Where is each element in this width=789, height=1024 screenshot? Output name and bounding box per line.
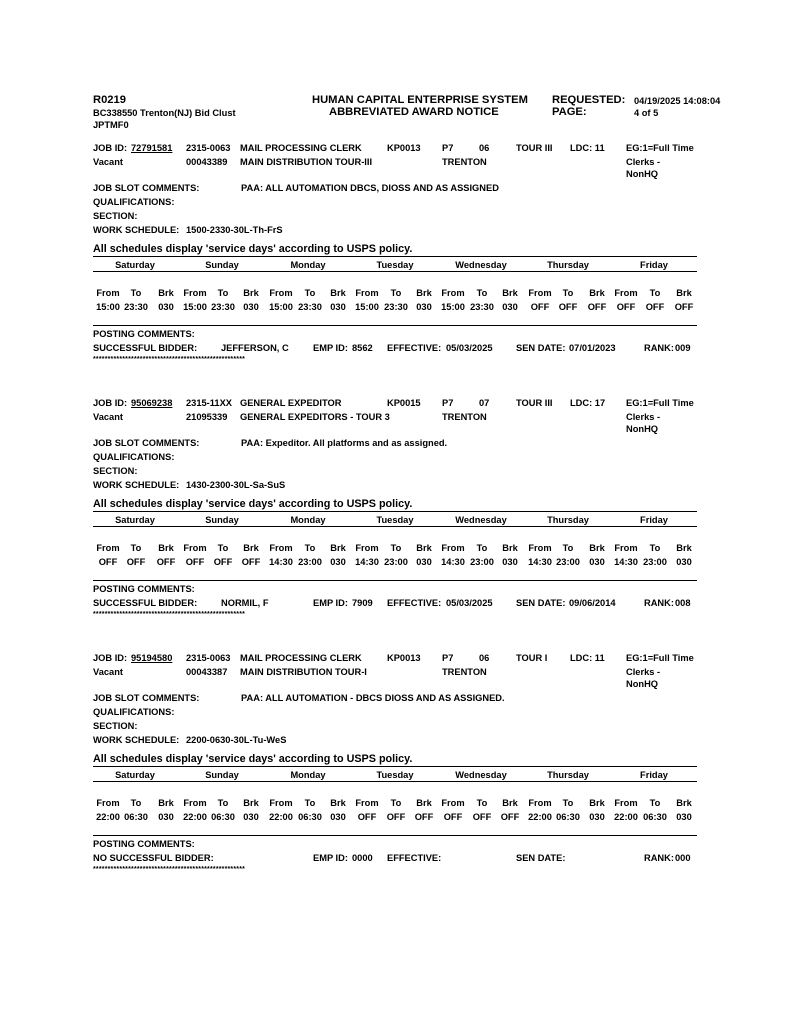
- step: 06: [479, 143, 490, 153]
- emp-id-value: 7909: [352, 598, 373, 608]
- separator-stars: ****************************************************: [93, 611, 246, 618]
- emp-id-label: EMP ID:: [313, 343, 348, 353]
- schedule-table-bottom-rule: [93, 835, 697, 836]
- policy-note: All schedules display 'service days' according to USPS policy.: [93, 753, 413, 765]
- subcol-header: From: [355, 288, 379, 298]
- system-title: HUMAN CAPITAL ENTERPRISE SYSTEM: [312, 94, 528, 106]
- schedule-cell: OFF: [185, 557, 205, 567]
- subcol-header: From: [183, 543, 207, 553]
- subcol-header: From: [96, 543, 120, 553]
- subcol-header: To: [217, 543, 229, 553]
- job-id-link[interactable]: 95069238: [131, 398, 173, 408]
- vacancy-status: Vacant: [93, 157, 123, 167]
- employee-group-line3: NonHQ: [626, 679, 659, 689]
- day-header-rule: [93, 271, 697, 272]
- schedule-cell: 030: [676, 557, 692, 567]
- subcol-header: To: [304, 288, 316, 298]
- subcol-header: From: [528, 543, 552, 553]
- rank-label: RANK:: [644, 343, 674, 353]
- schedule-cell: 22:00: [96, 812, 120, 822]
- job-slot-comments: PAA: ALL AUTOMATION - DBCS DIOSS AND AS ASSIGNED.: [241, 693, 505, 703]
- subcol-header: To: [476, 543, 488, 553]
- job-title: MAIL PROCESSING CLERK: [240, 143, 362, 153]
- schedule-cell: 030: [502, 557, 518, 567]
- vacancy-status: Vacant: [93, 412, 123, 422]
- subcol-header: Brk: [589, 288, 605, 298]
- schedule-cell: OFF: [414, 812, 434, 822]
- subcol-header: Brk: [416, 288, 432, 298]
- schedule-cell: 030: [158, 302, 174, 312]
- employee-group-line2: Clerks -: [626, 157, 661, 167]
- subcol-header: To: [304, 543, 316, 553]
- rank-label: RANK:: [644, 598, 674, 608]
- subcol-header: From: [269, 798, 293, 808]
- subcol-header: Brk: [158, 288, 174, 298]
- day-header-saturday: Saturday: [115, 515, 155, 525]
- schedule-cell: OFF: [156, 557, 176, 567]
- subcol-header: Brk: [676, 288, 692, 298]
- effective-value: 05/03/2025: [446, 598, 493, 608]
- location: TRENTON: [442, 412, 487, 422]
- location: TRENTON: [442, 157, 487, 167]
- employee-group-line2: Clerks -: [626, 667, 661, 677]
- subcol-header: To: [562, 543, 574, 553]
- bidder-label: SUCCESSFUL BIDDER:: [93, 343, 198, 353]
- page-value: 4 of 5: [634, 108, 659, 118]
- subcol-header: To: [217, 798, 229, 808]
- subcol-header: From: [96, 798, 120, 808]
- subcol-header: To: [130, 288, 142, 298]
- schedule-table-bottom-rule: [93, 580, 697, 581]
- sen-date-label: SEN DATE:: [516, 598, 566, 608]
- day-header-sunday: Sunday: [205, 770, 239, 780]
- kp-code: KP0013: [387, 653, 421, 663]
- work-schedule-code: 2200-0630-30L-Tu-WeS: [186, 735, 287, 745]
- occupation-code: 2315-0063: [186, 143, 231, 153]
- schedule-cell: OFF: [386, 812, 406, 822]
- subcol-header: From: [441, 288, 465, 298]
- kp-code: KP0013: [387, 143, 421, 153]
- schedule-cell: 23:00: [643, 557, 667, 567]
- rank-value: 008: [675, 598, 691, 608]
- subcol-header: Brk: [158, 798, 174, 808]
- emp-id-value: 8562: [352, 343, 373, 353]
- schedule-cell: 030: [330, 812, 346, 822]
- employee-group: EG:1=Full Time: [626, 653, 694, 663]
- schedule-cell: 06:30: [298, 812, 322, 822]
- schedule-cell: 14:30: [355, 557, 379, 567]
- schedule-cell: 030: [589, 812, 605, 822]
- subcol-header: To: [649, 543, 661, 553]
- schedule-cell: OFF: [472, 812, 492, 822]
- report-id: R0219: [93, 94, 126, 106]
- schedule-cell: 23:30: [384, 302, 408, 312]
- day-header-sunday: Sunday: [205, 260, 239, 270]
- effective-value: 05/03/2025: [446, 343, 493, 353]
- day-header-monday: Monday: [290, 770, 326, 780]
- schedule-cell: 22:00: [183, 812, 207, 822]
- sen-date-value: 07/01/2023: [569, 343, 616, 353]
- occupation-code: 2315-0063: [186, 653, 231, 663]
- schedule-cell: 14:30: [528, 557, 552, 567]
- job-id-label: JOB ID:: [93, 398, 128, 408]
- employee-group-line3: NonHQ: [626, 424, 659, 434]
- schedule-cell: 23:00: [298, 557, 322, 567]
- grade: P7: [442, 143, 454, 153]
- schedule-cell: 030: [330, 302, 346, 312]
- sen-date-value: 09/06/2014: [569, 598, 616, 608]
- subcol-header: To: [130, 798, 142, 808]
- subcol-header: To: [130, 543, 142, 553]
- schedule-cell: 22:00: [614, 812, 638, 822]
- posting-comments-label: POSTING COMMENTS:: [93, 839, 195, 849]
- subcol-header: From: [614, 798, 638, 808]
- subcol-header: To: [562, 798, 574, 808]
- job-slot-comments: PAA: ALL AUTOMATION DBCS, DIOSS AND AS ASSIGNED: [241, 183, 499, 193]
- schedule-table-top-rule: [93, 766, 697, 767]
- schedule-cell: 23:30: [470, 302, 494, 312]
- job-slot-comments-label: JOB SLOT COMMENTS:: [93, 693, 200, 703]
- job-id-link[interactable]: 95194580: [131, 653, 173, 663]
- job-id-link[interactable]: 72791581: [131, 143, 173, 153]
- schedule-cell: 06:30: [124, 812, 148, 822]
- subcol-header: From: [528, 798, 552, 808]
- ldc: LDC: 17: [570, 398, 606, 408]
- employee-group-line3: NonHQ: [626, 169, 659, 179]
- subcol-header: From: [441, 798, 465, 808]
- schedule-cell: 030: [158, 812, 174, 822]
- schedule-cell: OFF: [674, 302, 694, 312]
- location: TRENTON: [442, 667, 487, 677]
- occupation-code: 2315-11XX: [186, 398, 233, 408]
- day-header-rule: [93, 526, 697, 527]
- work-schedule-label: WORK SCHEDULE:: [93, 480, 180, 490]
- schedule-cell: 030: [243, 302, 259, 312]
- schedule-cell: 15:00: [183, 302, 207, 312]
- schedule-cell: OFF: [357, 812, 377, 822]
- position-number: 21095339: [186, 412, 228, 422]
- subcol-header: To: [304, 798, 316, 808]
- subcol-header: From: [441, 543, 465, 553]
- separator-stars: ****************************************************: [93, 866, 246, 873]
- day-header-tuesday: Tuesday: [376, 770, 414, 780]
- tour: TOUR III: [516, 143, 553, 153]
- subcol-header: To: [476, 798, 488, 808]
- ldc: LDC: 11: [570, 143, 605, 153]
- rank-value: 009: [675, 343, 691, 353]
- schedule-cell: 22:00: [528, 812, 552, 822]
- emp-id-label: EMP ID:: [313, 853, 348, 863]
- day-header-saturday: Saturday: [115, 260, 155, 270]
- schedule-cell: 22:00: [269, 812, 293, 822]
- subcol-header: From: [614, 288, 638, 298]
- schedule-cell: 030: [502, 302, 518, 312]
- notice-title: ABBREVIATED AWARD NOTICE: [329, 106, 499, 118]
- schedule-cell: 030: [243, 812, 259, 822]
- schedule-cell: 15:00: [269, 302, 293, 312]
- work-schedule-code: 1430-2300-30L-Sa-SuS: [186, 480, 286, 490]
- day-header-monday: Monday: [290, 515, 326, 525]
- subcol-header: From: [355, 798, 379, 808]
- subcol-header: Brk: [676, 798, 692, 808]
- bid-cluster: BC338550 Trenton(NJ) Bid Clust: [93, 108, 236, 118]
- posting-comments-label: POSTING COMMENTS:: [93, 329, 195, 339]
- employee-group: EG:1=Full Time: [626, 143, 694, 153]
- day-header-rule: [93, 781, 697, 782]
- tour: TOUR III: [516, 398, 553, 408]
- qualifications-label: QUALIFICATIONS:: [93, 197, 175, 207]
- subcol-header: Brk: [243, 798, 259, 808]
- day-header-friday: Friday: [640, 515, 668, 525]
- schedule-cell: 06:30: [556, 812, 580, 822]
- effective-label: EFFECTIVE:: [387, 598, 442, 608]
- work-schedule-label: WORK SCHEDULE:: [93, 735, 180, 745]
- day-header-friday: Friday: [640, 770, 668, 780]
- subcol-header: Brk: [330, 543, 346, 553]
- subcol-header: To: [649, 798, 661, 808]
- day-header-monday: Monday: [290, 260, 326, 270]
- subcol-header: Brk: [243, 543, 259, 553]
- schedule-cell: 23:30: [124, 302, 148, 312]
- effective-label: EFFECTIVE:: [387, 343, 442, 353]
- schedule-cell: OFF: [530, 302, 550, 312]
- schedule-cell: 14:30: [614, 557, 638, 567]
- grade: P7: [442, 398, 454, 408]
- separator-stars: ****************************************************: [93, 356, 246, 363]
- subcol-header: Brk: [589, 543, 605, 553]
- step: 06: [479, 653, 490, 663]
- schedule-cell: 030: [676, 812, 692, 822]
- emp-id-label: EMP ID:: [313, 598, 348, 608]
- subcol-header: From: [528, 288, 552, 298]
- schedule-table-bottom-rule: [93, 325, 697, 326]
- bidder-name: JEFFERSON, C: [221, 343, 289, 353]
- subcol-header: From: [183, 288, 207, 298]
- schedule-cell: 06:30: [643, 812, 667, 822]
- subcol-header: To: [649, 288, 661, 298]
- section-label: SECTION:: [93, 211, 138, 221]
- employee-group-line2: Clerks -: [626, 412, 661, 422]
- sen-date-label: SEN DATE:: [516, 343, 566, 353]
- subcol-header: To: [476, 288, 488, 298]
- schedule-cell: 030: [589, 557, 605, 567]
- job-title: MAIL PROCESSING CLERK: [240, 653, 362, 663]
- vacancy-status: Vacant: [93, 667, 123, 677]
- job-title: GENERAL EXPEDITOR: [240, 398, 342, 408]
- position-number: 00043389: [186, 157, 228, 167]
- day-header-saturday: Saturday: [115, 770, 155, 780]
- day-header-wednesday: Wednesday: [455, 770, 507, 780]
- schedule-cell: 23:00: [470, 557, 494, 567]
- subcol-header: Brk: [589, 798, 605, 808]
- day-header-thursday: Thursday: [547, 770, 589, 780]
- policy-note: All schedules display 'service days' according to USPS policy.: [93, 243, 413, 255]
- program-code: JPTMF0: [93, 120, 129, 130]
- schedule-cell: 15:00: [441, 302, 465, 312]
- day-header-thursday: Thursday: [547, 260, 589, 270]
- schedule-cell: 23:00: [556, 557, 580, 567]
- grade: P7: [442, 653, 454, 663]
- requested-label: REQUESTED:: [552, 94, 626, 106]
- job-subtitle: GENERAL EXPEDITORS - TOUR 3: [240, 412, 390, 422]
- job-id-label: JOB ID:: [93, 653, 128, 663]
- job-id-label: JOB ID:: [93, 143, 128, 153]
- kp-code: KP0015: [387, 398, 421, 408]
- day-header-wednesday: Wednesday: [455, 260, 507, 270]
- work-schedule-label: WORK SCHEDULE:: [93, 225, 180, 235]
- step: 07: [479, 398, 490, 408]
- schedule-cell: 23:30: [298, 302, 322, 312]
- schedule-cell: 030: [416, 302, 432, 312]
- bidder-label: SUCCESSFUL BIDDER:: [93, 598, 198, 608]
- subcol-header: Brk: [416, 798, 432, 808]
- day-header-wednesday: Wednesday: [455, 515, 507, 525]
- job-subtitle: MAIN DISTRIBUTION TOUR-I: [240, 667, 367, 677]
- schedule-cell: OFF: [500, 812, 520, 822]
- subcol-header: Brk: [330, 798, 346, 808]
- ldc: LDC: 11: [570, 653, 605, 663]
- schedule-cell: 15:00: [96, 302, 120, 312]
- subcol-header: Brk: [502, 798, 518, 808]
- schedule-cell: 15:00: [355, 302, 379, 312]
- employee-group: EG:1=Full Time: [626, 398, 694, 408]
- schedule-cell: OFF: [241, 557, 261, 567]
- subcol-header: From: [183, 798, 207, 808]
- job-slot-comments-label: JOB SLOT COMMENTS:: [93, 183, 200, 193]
- qualifications-label: QUALIFICATIONS:: [93, 707, 175, 717]
- subcol-header: From: [269, 543, 293, 553]
- subcol-header: From: [614, 543, 638, 553]
- schedule-cell: OFF: [616, 302, 636, 312]
- schedule-cell: OFF: [126, 557, 146, 567]
- schedule-cell: OFF: [443, 812, 463, 822]
- effective-label: EFFECTIVE:: [387, 853, 442, 863]
- section-label: SECTION:: [93, 466, 138, 476]
- subcol-header: To: [390, 543, 402, 553]
- page-label: PAGE:: [552, 106, 587, 118]
- subcol-header: From: [96, 288, 120, 298]
- position-number: 00043387: [186, 667, 228, 677]
- sen-date-label: SEN DATE:: [516, 853, 566, 863]
- subcol-header: Brk: [676, 543, 692, 553]
- job-slot-comments: PAA: Expeditor. All platforms and as assigned.: [241, 438, 448, 448]
- subcol-header: To: [562, 288, 574, 298]
- requested-value: 04/19/2025 14:08:04: [634, 96, 721, 106]
- schedule-cell: 06:30: [211, 812, 235, 822]
- policy-note: All schedules display 'service days' according to USPS policy.: [93, 498, 413, 510]
- schedule-table-top-rule: [93, 511, 697, 512]
- job-slot-comments-label: JOB SLOT COMMENTS:: [93, 438, 200, 448]
- posting-comments-label: POSTING COMMENTS:: [93, 584, 195, 594]
- qualifications-label: QUALIFICATIONS:: [93, 452, 175, 462]
- subcol-header: Brk: [330, 288, 346, 298]
- emp-id-value: 0000: [352, 853, 373, 863]
- schedule-cell: 030: [330, 557, 346, 567]
- schedule-cell: OFF: [213, 557, 233, 567]
- subcol-header: Brk: [502, 543, 518, 553]
- subcol-header: From: [355, 543, 379, 553]
- tour: TOUR I: [516, 653, 548, 663]
- day-header-tuesday: Tuesday: [376, 515, 414, 525]
- subcol-header: Brk: [416, 543, 432, 553]
- bidder-name: NORMIL, F: [221, 598, 269, 608]
- schedule-table-top-rule: [93, 256, 697, 257]
- day-header-thursday: Thursday: [547, 515, 589, 525]
- subcol-header: Brk: [243, 288, 259, 298]
- day-header-tuesday: Tuesday: [376, 260, 414, 270]
- job-subtitle: MAIN DISTRIBUTION TOUR-III: [240, 157, 373, 167]
- schedule-cell: OFF: [587, 302, 607, 312]
- schedule-cell: 030: [416, 557, 432, 567]
- subcol-header: From: [269, 288, 293, 298]
- subcol-header: To: [390, 288, 402, 298]
- schedule-cell: OFF: [645, 302, 665, 312]
- schedule-cell: OFF: [98, 557, 118, 567]
- section-label: SECTION:: [93, 721, 138, 731]
- subcol-header: To: [390, 798, 402, 808]
- schedule-cell: OFF: [558, 302, 578, 312]
- schedule-cell: 23:00: [384, 557, 408, 567]
- schedule-cell: 23:30: [211, 302, 235, 312]
- rank-value: 000: [675, 853, 691, 863]
- day-header-friday: Friday: [640, 260, 668, 270]
- bidder-label: NO SUCCESSFUL BIDDER:: [93, 853, 214, 863]
- work-schedule-code: 1500-2330-30L-Th-FrS: [186, 225, 283, 235]
- rank-label: RANK:: [644, 853, 674, 863]
- schedule-cell: 14:30: [269, 557, 293, 567]
- subcol-header: Brk: [158, 543, 174, 553]
- subcol-header: Brk: [502, 288, 518, 298]
- day-header-sunday: Sunday: [205, 515, 239, 525]
- subcol-header: To: [217, 288, 229, 298]
- schedule-cell: 14:30: [441, 557, 465, 567]
